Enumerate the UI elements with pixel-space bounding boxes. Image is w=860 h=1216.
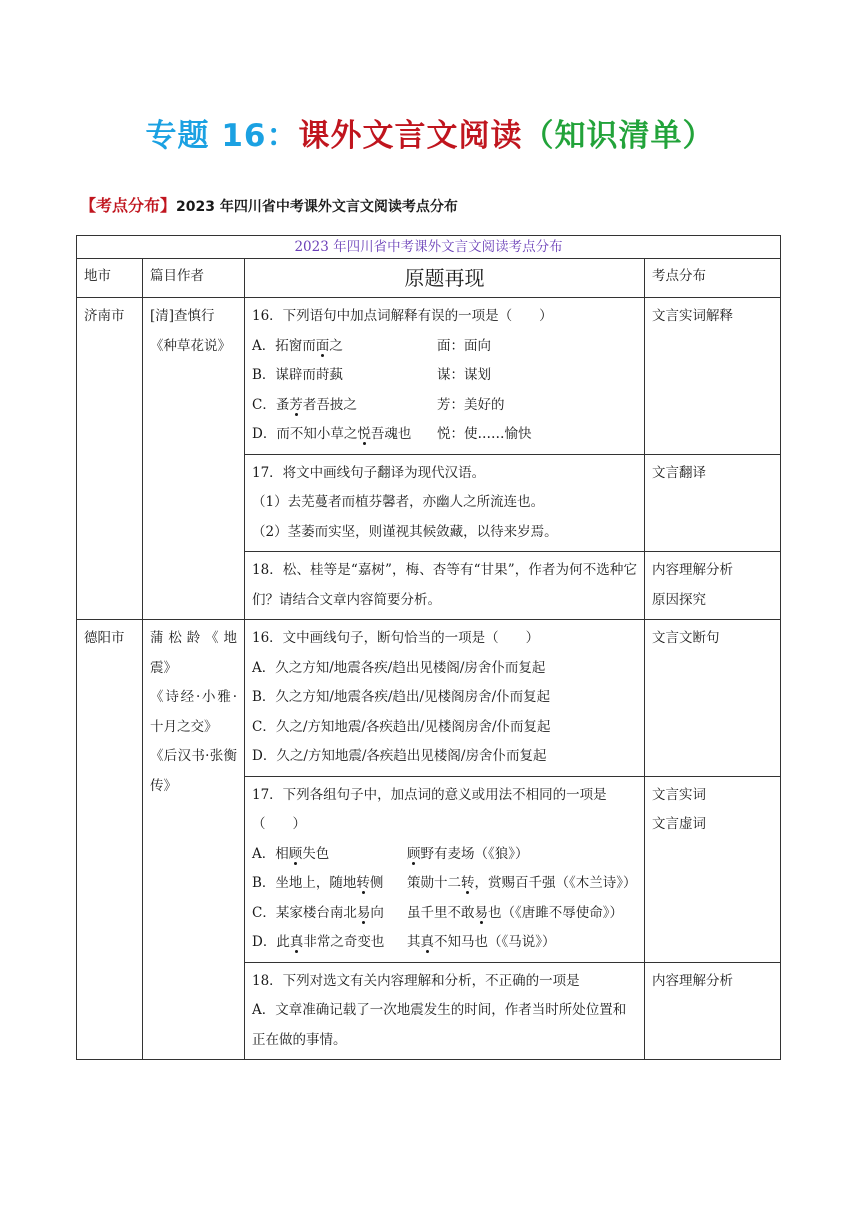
option-d: D．久之/方知地震/各疾趋出见楼阁/房舍仆而复起	[252, 748, 547, 764]
option-c: C．某家楼台南北易向 虽千里不敢易也（《唐雎不辱使命》）	[252, 904, 623, 921]
work-title: 《后汉书·张衡传》	[150, 748, 237, 794]
exam-points-table	[76, 235, 781, 1060]
option-b: B．久之方知/地震各疾/趋出/见楼阁房舍/仆而复起	[252, 689, 551, 705]
dotted-char: 悦	[357, 426, 371, 442]
question-stem: 17．下列各组句子中，加点词的意义或用法不相同的一项是（ ）	[252, 786, 607, 832]
header-points: 考点分布	[645, 259, 781, 298]
author-line: [清]查慎行	[150, 308, 215, 324]
dotted-char: 易	[356, 904, 371, 921]
section-text: 2023 年四川省中考课外文言文阅读考点分布	[176, 199, 458, 215]
question-cell	[245, 454, 645, 552]
title-part-subject: 课外文言文阅读	[298, 118, 523, 154]
question-stem: 16．文中画线句子，断句恰当的一项是（ ）	[252, 630, 540, 646]
dotted-char: 顾	[407, 845, 421, 862]
point-cell: 内容理解分析 原因探究	[645, 552, 781, 620]
section-heading	[80, 193, 458, 216]
option-d: D．而不知小草之悦吾魂也 悦：使……愉快	[252, 426, 532, 442]
title-part-type: （知识清单）	[522, 118, 715, 154]
work-title: 《诗经·小雅·十月之交》	[150, 689, 237, 735]
section-tag: 【考点分布】	[80, 196, 177, 215]
option-a: A．相顾失色 顾野有麦场（《狼》）	[252, 845, 529, 862]
dotted-char: 转	[356, 875, 370, 891]
city-cell: 德阳市	[77, 620, 143, 1060]
option-a: A．文章准确记载了一次地震发生的时间，作者当时所处位置和正在做的事情。	[252, 1002, 627, 1048]
question-cell	[245, 620, 645, 777]
point-cell: 文言实词 文言虚词	[645, 776, 781, 962]
point-cell: 文言实词解释	[645, 298, 781, 455]
point-cell: 文言文断句	[645, 620, 781, 777]
question-stem: 17．将文中画线句子翻译为现代汉语。	[252, 464, 486, 481]
table-row	[77, 620, 781, 777]
option-c: C．久之/方知地震/各疾趋出/见楼阁房舍/仆而复起	[252, 718, 551, 735]
dotted-char: 转	[461, 875, 475, 891]
option-a: A．拓窗而面之 面：面向	[252, 337, 491, 354]
work-title: 蒲松龄《地震》	[150, 630, 237, 676]
question-cell	[245, 298, 645, 455]
question-stem: 18．松、桂等是“嘉树”，梅、杏等有“甘果”，作者为何不选种它们？请结合文章内容简要分析。	[252, 562, 637, 608]
question-stem: 18．下列对选文有关内容理解和分析，不正确的一项是	[252, 972, 580, 989]
table-row	[77, 298, 781, 455]
dotted-char: 顾	[288, 845, 303, 862]
dotted-char: 易	[474, 904, 488, 921]
city-cell: 济南市	[77, 298, 143, 620]
dotted-char: 真	[420, 934, 434, 950]
title-part-topic: 专题 16：	[145, 118, 299, 154]
header-author: 篇目作者	[143, 259, 245, 298]
question-stem: 16．下列语句中加点词解释有误的一项是（ ）	[252, 308, 553, 324]
question-cell	[245, 776, 645, 962]
table-caption: 2023 年四川省中考课外文言文阅读考点分布	[77, 236, 781, 259]
dotted-char: 面	[315, 337, 330, 354]
question-cell	[245, 552, 645, 620]
option-d: D．此真非常之奇变也 其真不知马也（《马说》）	[252, 934, 556, 950]
table-caption-row	[77, 236, 781, 259]
dotted-char: 真	[289, 934, 304, 950]
option-c: C．蚤芳者吾披之 芳：美好的	[252, 396, 505, 413]
header-question: 原题再现	[245, 259, 645, 298]
option-a: A．久之方知/地震各疾/趋出见楼阁/房舍仆而复起	[252, 659, 546, 676]
translation-item: （1）去芜蔓者而植芬馨者，亦幽人之所流连也。	[252, 494, 545, 510]
table-header-row	[77, 259, 781, 298]
question-cell	[245, 962, 645, 1060]
option-b: B．谋辟而莳蓺 谋：谋划	[252, 367, 491, 383]
header-city: 地市	[77, 259, 143, 298]
author-cell	[143, 620, 245, 1060]
option-b: B．坐地上，随地转侧 策勋十二转，赏赐百千强（《木兰诗》）	[252, 875, 637, 891]
author-cell	[143, 298, 245, 620]
dotted-char: 芳	[289, 396, 303, 413]
page-title	[0, 110, 860, 155]
translation-item: （2）茎萎而实坚，则谨视其候敛藏，以待来岁焉。	[252, 523, 558, 540]
point-cell: 文言翻译	[645, 454, 781, 552]
work-title: 《种草花说》	[150, 337, 231, 354]
point-cell: 内容理解分析	[645, 962, 781, 1060]
